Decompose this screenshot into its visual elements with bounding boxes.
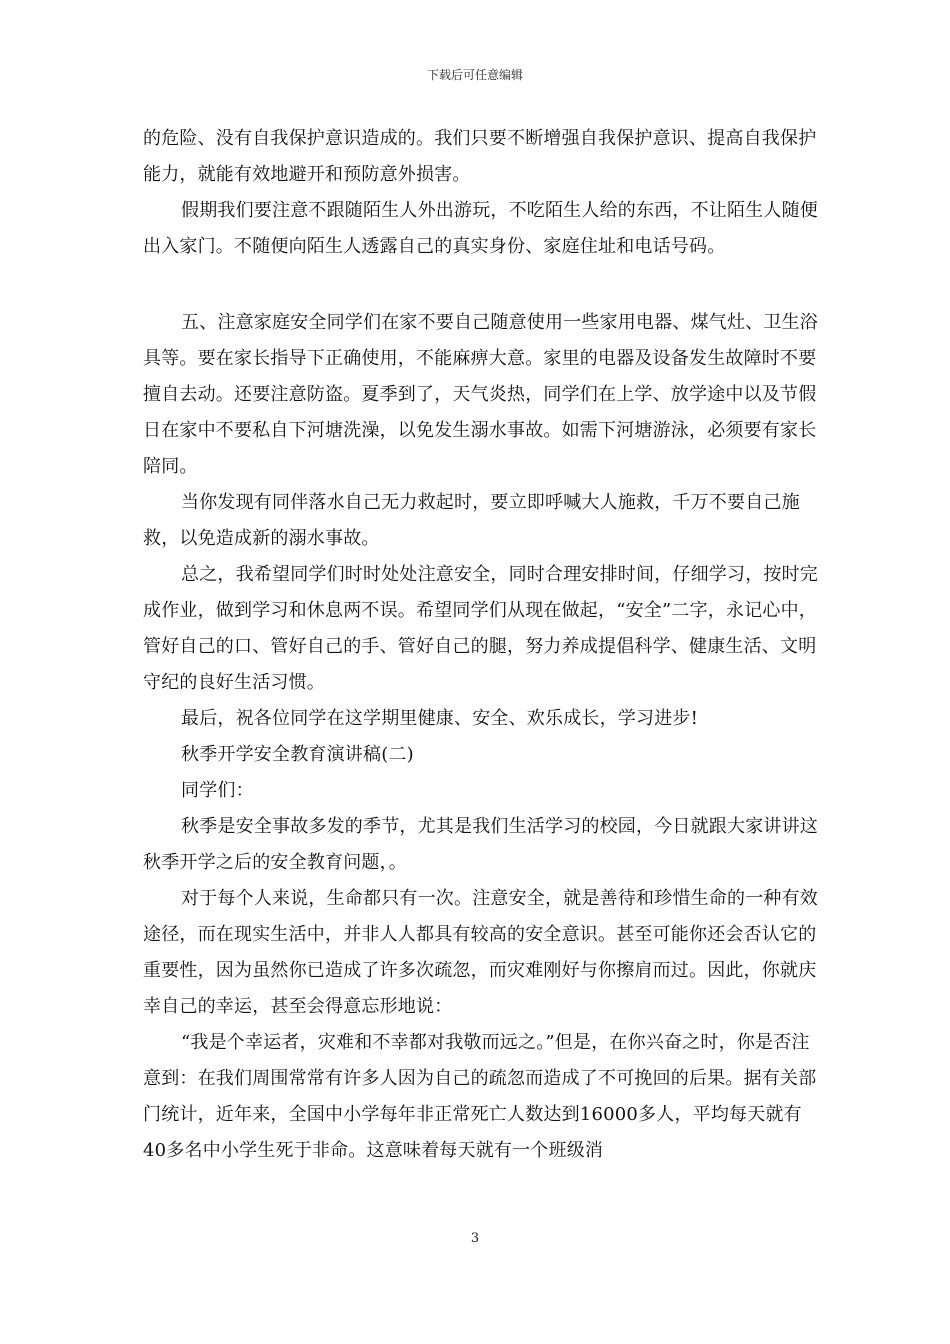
body-text <box>143 121 825 1169</box>
salutation: 同学们： <box>181 780 254 801</box>
paragraph: 对于每个人来说，生命都只有一次。注意安全，就是善待和珍惜生命的一种有效途径，而在现实生活中，并非人人都具有较高的安全意识。甚至可能你还会否认它的重要性，因为虽然你已造成了许多次疏忽，而灾难刚好与你擦肩而过。因此，你就庆幸自己的幸运，甚至会得意忘形地说： <box>143 888 818 1017</box>
paragraph: 总之，我希望同学们时时处处注意安全，同时合理安排时间，仔细学习，按时完成作业，做到学习和休息两不误。希望同学们从现在做起，“安全”二字，永记心中，管好自己的口、管好自己的手、管好自己的腿，努力养成提倡科学、健康生活、文明守纪的良好生活习惯。 <box>143 564 818 693</box>
paragraph: “我是个幸运者，灾难和不幸都对我敬而远之。”但是，在你兴奋之时，你是否注意到：在我们周围常常有许多人因为自己的疏忽而造成了不可挽回的后果。据有关部门统计，近年来，全国中小学每年非正常死亡人数达到16000多人，平均每天就有40多名中小学生死于非命。这意味着每天就有一个班级消 <box>143 1032 817 1161</box>
paragraph: 秋季是安全事故多发的季节，尤其是我们生活学习的校园，今日就跟大家讲讲这秋季开学之后的安全教育问题，。 <box>143 816 818 873</box>
paragraph: 最后，祝各位同学在这学期里健康、安全、欢乐成长，学习进步! <box>181 708 699 729</box>
section-title: 秋季开学安全教育演讲稿(二) <box>181 744 414 765</box>
paragraph: 假期我们要注意不跟随陌生人外出游玩，不吃陌生人给的东西，不让陌生人随便出入家门。不随便向陌生人透露自己的真实身份、家庭住址和电话号码。 <box>143 200 818 257</box>
page-header: 下载后可任意编辑 <box>426 68 523 82</box>
paragraph: 当你发现有同伴落水自己无力救起时，要立即呼喊大人施救，千万不要自己施救，以免造成新的溺水事故。 <box>143 492 800 549</box>
paragraph: 五、注意家庭安全同学们在家不要自己随意使用一些家用电器、煤气灶、卫生浴具等。要在家长指导下正确使用，不能麻痹大意。家里的电器及设备发生故障时不要擅自去动。还要注意防盗。夏季到了，天气炎热，同学们在上学、放学途中以及节假日在家中不要私自下河塘洗澡，以免发生溺水事故。如需下河塘游泳，必须要有家长陪同。 <box>143 312 818 477</box>
paragraph: 的危险、没有自我保护意识造成的。我们只要不断增强自我保护意识、提高自我保护能力，就能有效地避开和预防意外损害。 <box>143 128 817 185</box>
page-number: 3 <box>470 1231 480 1246</box>
